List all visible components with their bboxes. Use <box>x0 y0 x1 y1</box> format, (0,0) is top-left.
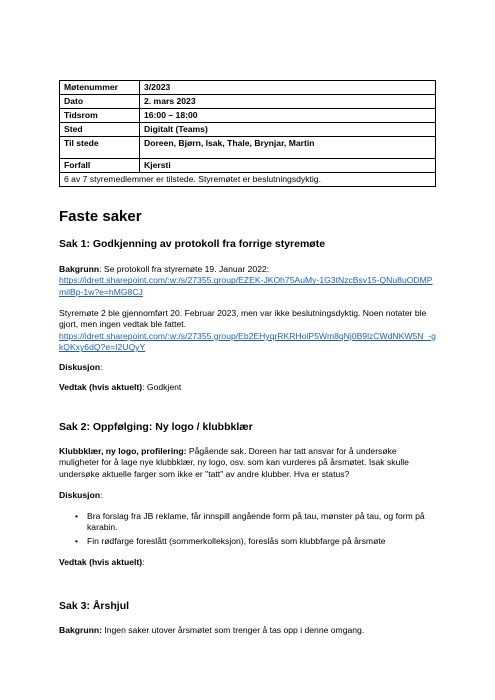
diskusjon-suffix: : <box>100 490 103 500</box>
table-row <box>60 109 436 123</box>
table-row <box>60 81 436 95</box>
sak1-diskusjon <box>59 362 439 373</box>
sak2-vedtak <box>59 557 439 568</box>
list-item <box>59 511 439 534</box>
vedtak-suffix: : <box>142 557 145 567</box>
vedtak-label: Vedtak (hvis aktuelt) <box>59 382 143 392</box>
meeting-info-table <box>59 80 436 187</box>
bullet-icon: • <box>75 535 79 546</box>
sak3-bakgrunn <box>59 625 439 636</box>
quorum-note: 6 av 7 styremedlemmer er tilstede. Styremøtet er beslutningsdyktig. <box>60 173 436 187</box>
diskusjon-suffix: : <box>100 362 103 372</box>
sak3-title: Sak 3: Årshjul <box>59 600 130 612</box>
table-row <box>60 173 436 187</box>
row-value: Digitalt (Teams) <box>140 123 436 137</box>
para2-text: Styremøte 2 ble gjennomført 20. Februar 2023, men var ikke beslutningsdyktig. Noen notater ble gjort, men ingen vedtak ble fattet. <box>59 308 427 330</box>
vedtak-label: Vedtak (hvis aktuelt) <box>59 557 143 567</box>
sak1-para2 <box>59 308 439 354</box>
bakgrunn-text: : Se protokoll fra styremøte 19. Januar 2022: <box>99 264 270 274</box>
row-value: Kjersti <box>140 159 436 173</box>
intro-text: Pågående sak. Doreen har tatt ansvar for å undersøke muligheter for å lage nye klubbklær, ny logo, osv. som kan vurderes på årsmøtet. Isak skulle undersøke aktuelle farger som ikke er "tatt" av andre klubber. Hva er status? <box>59 446 409 479</box>
sak2-diskusjon <box>59 490 439 501</box>
intro-label: Klubbklær, ny logo, profilering: <box>59 446 187 456</box>
row-value: 3/2023 <box>140 81 436 95</box>
protocol-link-2[interactable]: https://idrett.sharepoint.com/:w:/s/27355.group/Eb2EHyqrRKRHolP5Wm8qNj0B9lzCWdNKW5N_-gkQKxy6dQ?e=I2UQyY <box>59 330 436 353</box>
list-item <box>59 536 439 547</box>
table-row <box>60 159 436 173</box>
list-item-text: Bra forslag fra JB reklame, får innspill angående form på tau, mønster på tau, og form på karabin. <box>87 511 425 533</box>
bakgrunn-label: Bakgrunn: <box>59 625 102 635</box>
row-key: Forfall <box>60 159 140 173</box>
row-value: 2. mars 2023 <box>140 95 436 109</box>
protocol-link-1[interactable]: https://idrett.sharepoint.com/:w:/s/27355.group/EZEK-JKOh75AuMy-1G3tNzcBsv15-QNu8uODMPmilBp-1w?e=hMG8CJ <box>59 275 433 297</box>
table-row <box>60 123 436 137</box>
sak2-bullet-list <box>59 511 439 549</box>
diskusjon-label: Diskusjon <box>59 362 101 372</box>
bakgrunn-label: Bakgrunn <box>59 264 100 274</box>
sak1-title: Sak 1: Godkjenning av protokoll fra forrige styremøte <box>59 238 326 250</box>
row-key: Til stede <box>60 137 140 159</box>
bullet-icon: • <box>75 511 79 521</box>
row-key: Tidsrom <box>60 109 140 123</box>
row-key: Sted <box>60 123 140 137</box>
section-heading: Faste saker <box>59 208 142 225</box>
sak1-vedtak <box>59 382 439 393</box>
table-row <box>60 95 436 109</box>
table-row <box>60 137 436 159</box>
sak2-intro <box>59 446 439 480</box>
bakgrunn-text: Ingen saker utover årsmøtet som trenger å tas opp i denne omgang. <box>101 625 365 635</box>
row-key: Dato <box>60 95 140 109</box>
sak1-bakgrunn <box>59 264 439 298</box>
diskusjon-label: Diskusjon <box>59 490 101 500</box>
row-value: Doreen, Bjørn, Isak, Thale, Brynjar, Martin <box>140 137 436 159</box>
row-key: Møtenummer <box>60 81 140 95</box>
row-value: 16:00 – 18:00 <box>140 109 436 123</box>
vedtak-text: : Godkjent <box>142 382 182 392</box>
sak2-title: Sak 2: Oppfølging: Ny logo / klubbklær <box>59 421 253 433</box>
list-item-text: Fin rødfarge foreslått (sommerkolleksjon), foreslås som klubbfarge på årsmøte <box>87 535 386 546</box>
